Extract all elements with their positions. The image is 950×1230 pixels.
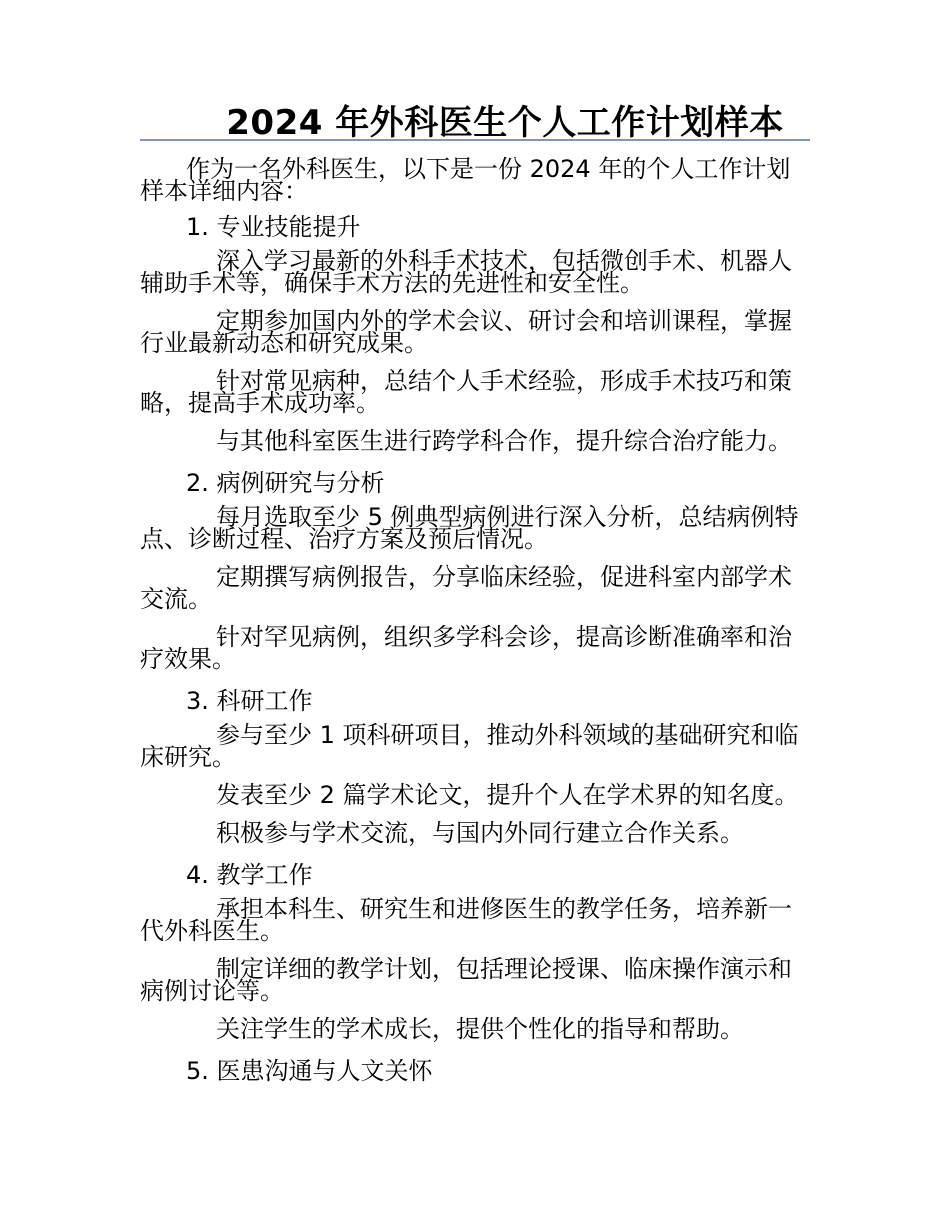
section-3-item-2: 发表至少 2 篇学术论文，提升个人在学术界的知名度。 (216, 781, 799, 809)
section-3-item-1: 参与至少 1 项科研项目，推动外科领域的基础研究和临床研究。 (140, 721, 799, 771)
section-2-item-3: 针对罕见病例，组织多学科会诊，提高诊断准确率和治疗效果。 (140, 623, 792, 673)
section-1-item-4: 与其他科室医生进行跨学科合作，提升综合治疗能力。 (216, 427, 792, 455)
intro-paragraph: 作为一名外科医生，以下是一份 2024 年的个人工作计划样本详细内容： (140, 155, 791, 205)
section-heading-3: 3. 科研工作 (186, 687, 313, 715)
document-title: 2024 年外科医生个人工作计划样本 (226, 103, 784, 143)
section-heading-2: 2. 病例研究与分析 (186, 469, 385, 497)
section-heading-1: 1. 专业技能提升 (186, 213, 361, 241)
section-2-item-1: 每月选取至少 5 例典型病例进行深入分析，总结病例特点、诊断过程、治疗方案及预后情况。 (140, 503, 799, 553)
section-2-item-2: 定期撰写病例报告，分享临床经验，促进科室内部学术交流。 (140, 563, 792, 613)
section-1-item-2: 定期参加国内外的学术会议、研讨会和培训课程，掌握行业最新动态和研究成果。 (140, 307, 792, 357)
section-4-item-1: 承担本科生、研究生和进修医生的教学任务，培养新一代外科医生。 (140, 895, 792, 945)
section-1-item-1: 深入学习最新的外科手术技术，包括微创手术、机器人辅助手术等，确保手术方法的先进性和安全性。 (140, 247, 792, 297)
section-heading-5: 5. 医患沟通与人文关怀 (186, 1057, 433, 1085)
document-body (140, 155, 800, 1094)
section-4-item-3: 关注学生的学术成长，提供个性化的指导和帮助。 (216, 1015, 744, 1043)
section-1-item-3: 针对常见病种，总结个人手术经验，形成手术技巧和策略，提高手术成功率。 (140, 367, 792, 417)
section-heading-4: 4. 教学工作 (186, 861, 313, 889)
title-underline (140, 139, 810, 141)
section-4-item-2: 制定详细的教学计划，包括理论授课、临床操作演示和病例讨论等。 (140, 955, 792, 1005)
section-3-item-3: 积极参与学术交流，与国内外同行建立合作关系。 (216, 819, 744, 847)
